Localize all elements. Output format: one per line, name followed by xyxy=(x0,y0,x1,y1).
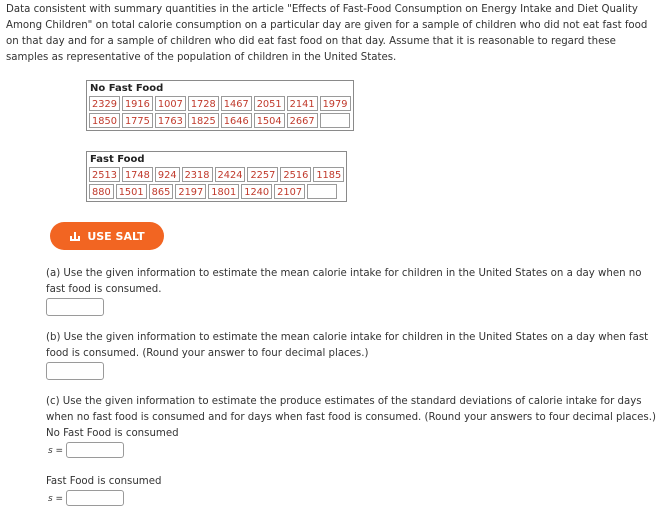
table-cell: 1504 xyxy=(254,113,285,128)
table-row xyxy=(87,167,346,184)
s-label-no-fast: s = xyxy=(48,446,64,456)
table-cell: 1185 xyxy=(313,167,344,182)
question-c: (c) Use the given information to estimate the produce estimates of the standard deviations of calorie intake for days when no fast food is consumed and for days when fast food is consumed. (Round your answers to four decimal places.) xyxy=(46,396,656,423)
sd-fast-food-input[interactable] xyxy=(66,490,124,506)
table-cell: 1501 xyxy=(116,184,147,199)
table-cell: 1240 xyxy=(241,184,272,199)
table-cell: 2197 xyxy=(175,184,206,199)
answer-a-input[interactable] xyxy=(46,298,104,316)
table-cell: 1825 xyxy=(188,113,219,128)
table-cell: 2318 xyxy=(182,167,213,182)
table-cell: 2513 xyxy=(89,167,120,182)
table-cell: 1007 xyxy=(155,96,186,111)
table-cell: 2107 xyxy=(274,184,305,199)
table-cell: 1467 xyxy=(221,96,252,111)
table-cell: 2329 xyxy=(89,96,120,111)
table-cell: 1763 xyxy=(155,113,186,128)
table-cell: 1646 xyxy=(221,113,252,128)
no-fast-food-title: No Fast Food xyxy=(90,83,164,94)
table-cell: 1916 xyxy=(122,96,153,111)
table-cell: 1775 xyxy=(122,113,153,128)
table-cell: 1728 xyxy=(188,96,219,111)
table-cell-empty xyxy=(320,113,350,128)
question-a: (a) Use the given information to estimate the mean calorie intake for children in the United States on a day when no fast food is consumed. xyxy=(46,268,642,295)
salt-icon xyxy=(69,230,81,242)
table-cell: 2051 xyxy=(254,96,285,111)
table-cell: 2516 xyxy=(280,167,311,182)
no-fast-food-consumed-label: No Fast Food is consumed xyxy=(46,428,179,439)
sd-no-fast-food-input[interactable] xyxy=(66,442,124,458)
table-cell: 1748 xyxy=(122,167,153,182)
fast-food-table xyxy=(86,151,347,202)
fast-food-title: Fast Food xyxy=(90,154,145,165)
use-salt-label: USE SALT xyxy=(87,229,145,243)
table-cell: 924 xyxy=(155,167,180,182)
table-cell: 2667 xyxy=(287,113,318,128)
table-cell: 2424 xyxy=(215,167,246,182)
table-cell: 1850 xyxy=(89,113,120,128)
s-label-fast: s = xyxy=(48,494,64,504)
problem-intro: Data consistent with summary quantities in the article "Effects of Fast-Food Consumption on Energy Intake and Diet Quality Among Children" on total calorie consumption on a particular day are given for a sample of children who did not eat fast food on that day and for a sample of children who did eat fast food on that day. Assume that it is reasonable to regard these samples as representative of the population of children in the United States. xyxy=(6,4,648,63)
question-b: (b) Use the given information to estimate the mean calorie intake for children in the United States on a day when fast food is consumed. (Round your answer to four decimal places.) xyxy=(46,332,649,359)
table-cell: 880 xyxy=(89,184,114,199)
table-cell: 1801 xyxy=(208,184,239,199)
table-cell: 1979 xyxy=(320,96,351,111)
no-fast-food-table xyxy=(86,80,354,131)
use-salt-button[interactable] xyxy=(50,222,164,250)
table-cell: 2257 xyxy=(247,167,278,182)
table-row xyxy=(87,96,353,113)
table-cell: 865 xyxy=(149,184,174,199)
fast-food-consumed-label: Fast Food is consumed xyxy=(46,476,162,487)
table-row xyxy=(87,113,353,130)
answer-b-input[interactable] xyxy=(46,362,104,380)
table-cell: 2141 xyxy=(287,96,318,111)
table-row xyxy=(87,184,346,201)
table-cell-empty xyxy=(307,184,337,199)
